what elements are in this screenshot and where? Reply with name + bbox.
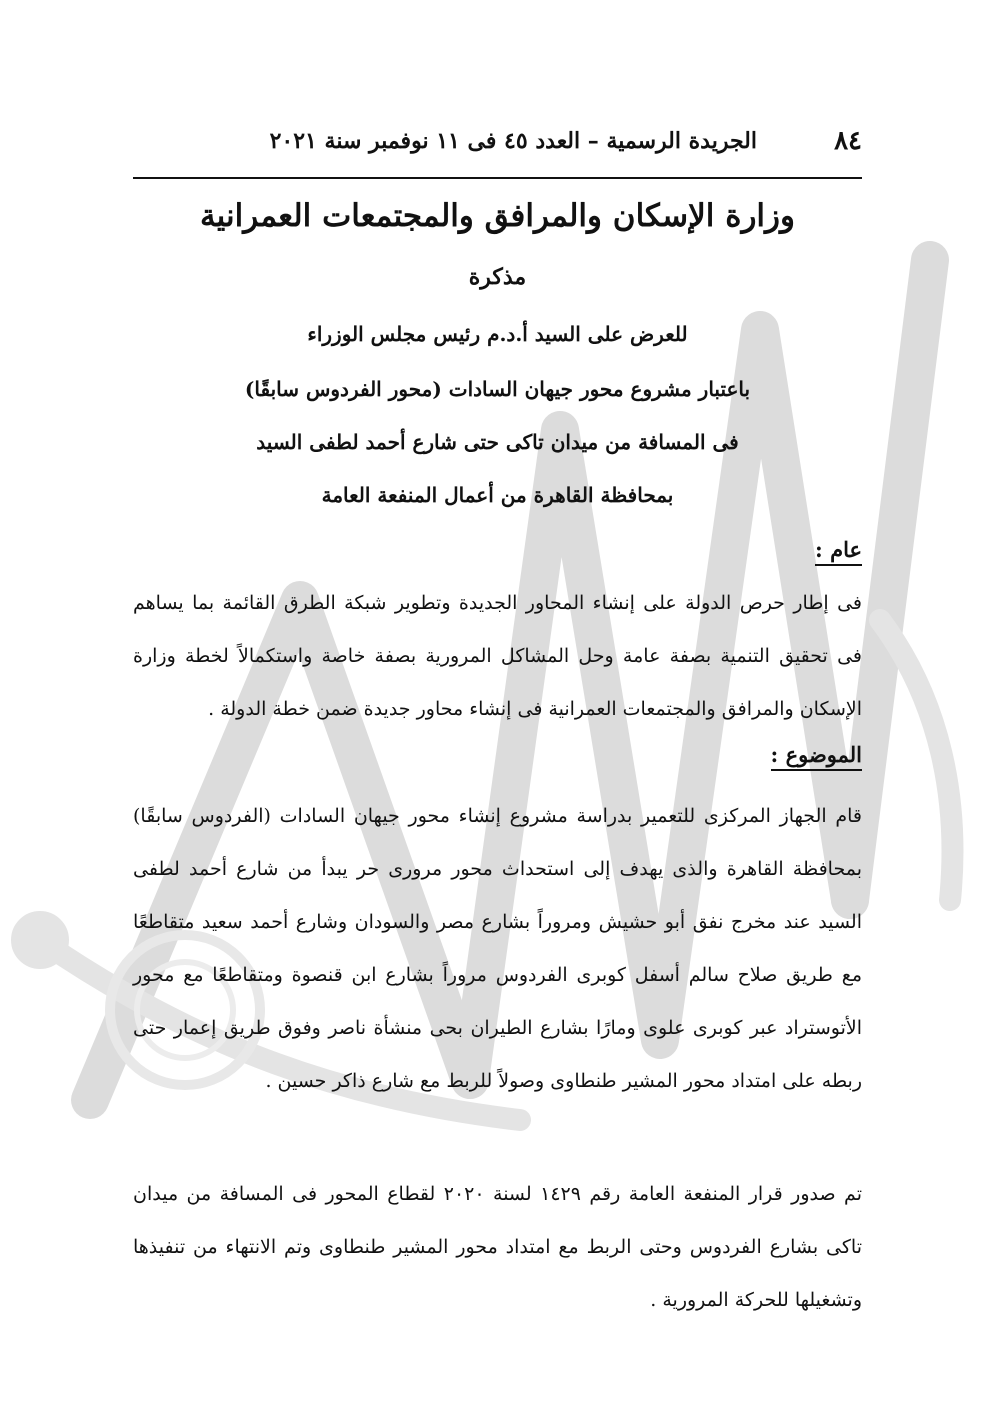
intro-line: فى المسافة من ميدان تاكى حتى شارع أحمد لطفى السيد <box>256 430 739 454</box>
intro-line: باعتبار مشروع محور جيهان السادات (محور الفردوس سابقًا) <box>244 377 751 401</box>
header-divider <box>133 177 862 179</box>
ministry-title: وزارة الإسكان والمرافق والمجتمعات العمرانية <box>200 198 795 234</box>
memo-subtitle: مذكرة <box>468 264 527 290</box>
intro-line: بمحافظة القاهرة من أعمال المنفعة العامة <box>321 483 674 507</box>
page-header <box>133 118 862 178</box>
section-heading-subject: الموضوع : <box>133 742 862 767</box>
gazette-issue-line: الجريدة الرسمية – العدد ٤٥ فى ١١ نوفمبر سنة ٢٠٢١ <box>269 128 757 154</box>
paragraph-general: فى إطار حرص الدولة على إنشاء المحاور الجديدة وتطوير شبكة الطرق القائمة بما يساهم فى تحقيق التنمية بصفة عامة وحل المشاكل المرورية بصفة خاصة واستكمالاً لخطة وزارة الإسكان والمرافق والمجتمعات العمرانية فى إنشاء محاور جديدة ضمن خطة الدولة . <box>133 592 862 720</box>
intro-line: للعرض على السيد أ.د.م رئيس مجلس الوزراء <box>307 322 688 346</box>
paragraph-subject: قام الجهاز المركزى للتعمير بدراسة مشروع إنشاء محور جيهان السادات (الفردوس سابقًا) بمحافظة القاهرة والذى يهدف إلى استحداث محور مرورى حر يبدأ من شارع أحمد لطفى السيد عند مخرج نفق أبو حشيش ومروراً بشارع مصر والسودان وشارع أحمد سعيد متقاطعًا مع طريق صلاح سالم أسفل كوبرى الفردوس مروراً بشارع ابن قنصوة ومتقاطعًا مع محور الأتوستراد عبر كوبرى علوى ومارًا بشارع الطيران بحى منشأة ناصر وفوق طريق إعمار حتى ربطه على امتداد محور المشير طنطاوى وصولاً للربط مع شارع ذاكر حسين . <box>133 805 862 1092</box>
page-number: ٨٤ <box>834 126 862 156</box>
paragraph-decree: تم صدور قرار المنفعة العامة رقم ١٤٢٩ لسنة ٢٠٢٠ لقطاع المحور فى المسافة من ميدان تاكى بشارع الفردوس وحتى الربط مع امتداد محور المشير طنطاوى وتم الانتهاء من تنفيذها وتشغيلها للحركة المرورية . <box>133 1183 862 1311</box>
section-heading-general: عام : <box>133 537 862 562</box>
